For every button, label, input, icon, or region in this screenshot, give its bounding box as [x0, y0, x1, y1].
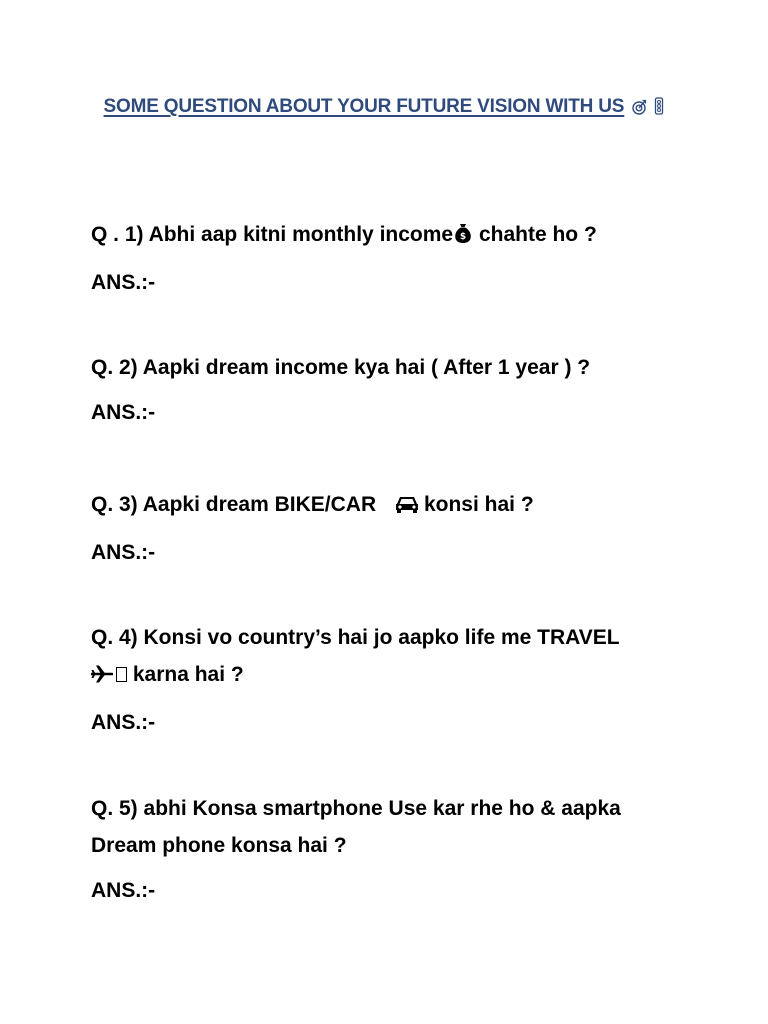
question-block-3 [91, 486, 691, 571]
question-3: Q. 3) Aapki dream BIKE/CAR konsi hai ? [91, 486, 691, 526]
airplane-icon [91, 659, 113, 696]
question-block-1 [91, 216, 691, 301]
answer-label-3: ANS.:- [91, 541, 156, 564]
question-1: Q . 1) Abhi aap kitni monthly income $ chahte ho ? [91, 216, 691, 256]
title-text: SOME QUESTION ABOUT YOUR FUTURE VISION WITH US [103, 96, 625, 117]
missing-glyph-box [116, 667, 127, 682]
question-block-5 [91, 790, 691, 909]
answer-label-1: ANS.:- [91, 271, 156, 294]
answer-label-4: ANS.:- [91, 711, 156, 734]
question-block-4 [91, 619, 691, 741]
svg-text:$: $ [459, 232, 467, 242]
traffic-light-icon [654, 97, 664, 121]
money-bag-icon [453, 219, 473, 256]
target-icon [631, 99, 647, 121]
question-2: Q. 2) Aapki dream income kya hai ( After 1 year ) ? [91, 356, 591, 379]
question-5: Q. 5) abhi Konsa smartphone Use kar rhe ho & aapka Dream phone konsa hai ? [91, 797, 621, 857]
answer-label-2: ANS.:- [91, 401, 156, 424]
answer-label-5: ANS.:- [91, 879, 156, 902]
page-title [0, 96, 768, 121]
car-icon [394, 489, 420, 526]
question-4: Q. 4) Konsi vo country’s hai jo aapko life me TRAVEL karna hai ? [91, 619, 691, 696]
question-block-2 [91, 349, 691, 431]
